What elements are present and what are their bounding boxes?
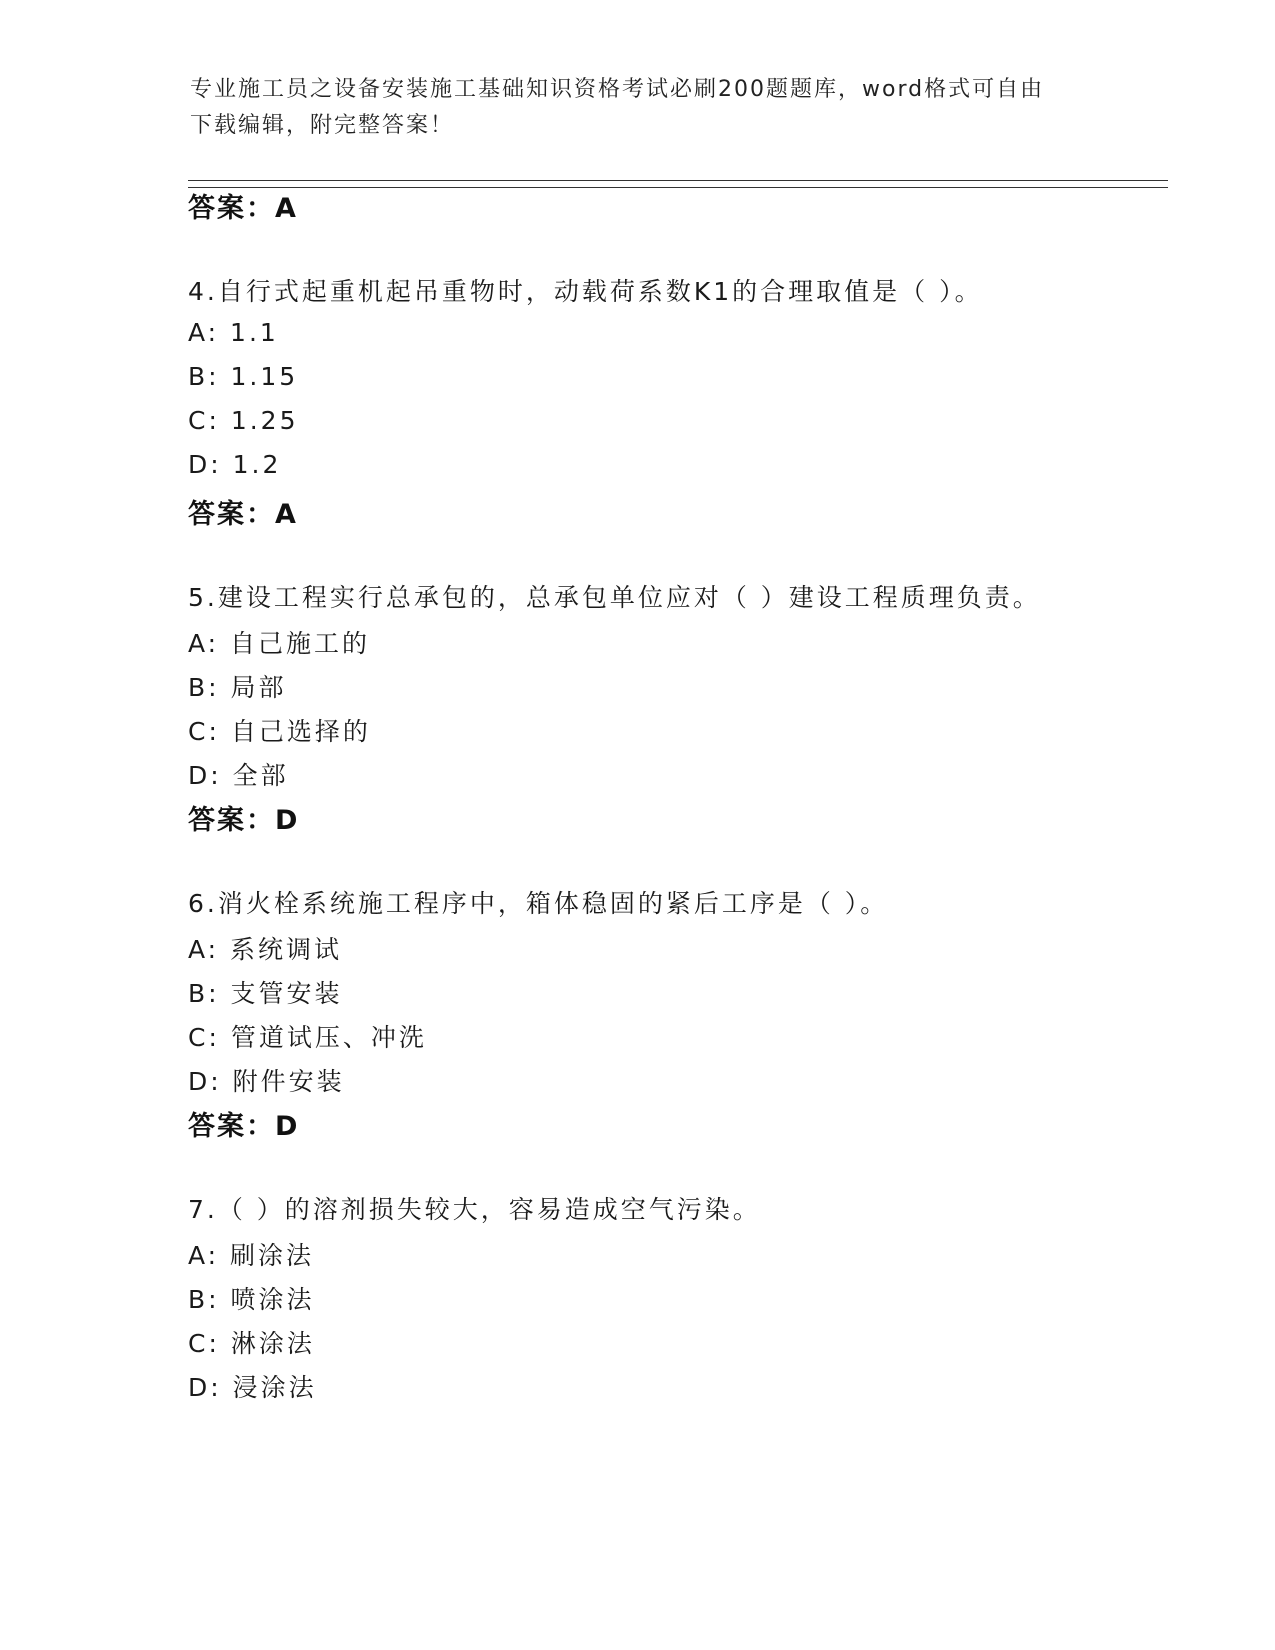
question-6-option-b: B: 支管安装 [188, 979, 343, 1008]
question-5-option-d: D: 全部 [188, 761, 289, 790]
question-7-option-d: D: 浸涂法 [188, 1373, 317, 1402]
question-5-option-c: C: 自己选择的 [188, 717, 371, 746]
document-header [190, 72, 1090, 144]
question-6-option-c: C: 管道试压、冲洗 [188, 1023, 427, 1052]
previous-answer: 答案：A [188, 193, 298, 224]
question-6-answer: 答案：D [188, 1111, 300, 1142]
question-6-option-d: D: 附件安装 [188, 1067, 345, 1096]
question-6-option-a: A: 系统调试 [188, 935, 343, 964]
question-5-option-b: B: 局部 [188, 673, 287, 702]
question-4-option-a: A: 1.1 [188, 318, 279, 347]
header-line-1: 专业施工员之设备安装施工基础知识资格考试必刷200题题库，word格式可自由 [190, 77, 1045, 102]
question-4-answer: 答案：A [188, 499, 298, 530]
question-4: 4.自行式起重机起吊重物时，动载荷系数K1的合理取值是（ ）。 [188, 277, 983, 306]
question-5: 5.建设工程实行总承包的，总承包单位应对（ ）建设工程质理负责。 [188, 583, 1041, 612]
question-4-option-b: B: 1.15 [188, 362, 299, 391]
question-4-option-d: D: 1.2 [188, 450, 282, 479]
question-5-option-a: A: 自己施工的 [188, 629, 371, 658]
question-7-option-b: B: 喷涂法 [188, 1285, 315, 1314]
question-7-option-c: C: 淋涂法 [188, 1329, 315, 1358]
question-6: 6.消火栓系统施工程序中，箱体稳固的紧后工序是（ ）。 [188, 889, 889, 918]
question-4-option-c: C: 1.25 [188, 406, 299, 435]
header-divider [188, 180, 1168, 188]
question-7-option-a: A: 刷涂法 [188, 1241, 315, 1270]
question-5-answer: 答案：D [188, 805, 300, 836]
header-line-2: 下载编辑，附完整答案！ [190, 113, 455, 138]
question-7: 7.（ ）的溶剂损失较大，容易造成空气污染。 [188, 1195, 761, 1224]
